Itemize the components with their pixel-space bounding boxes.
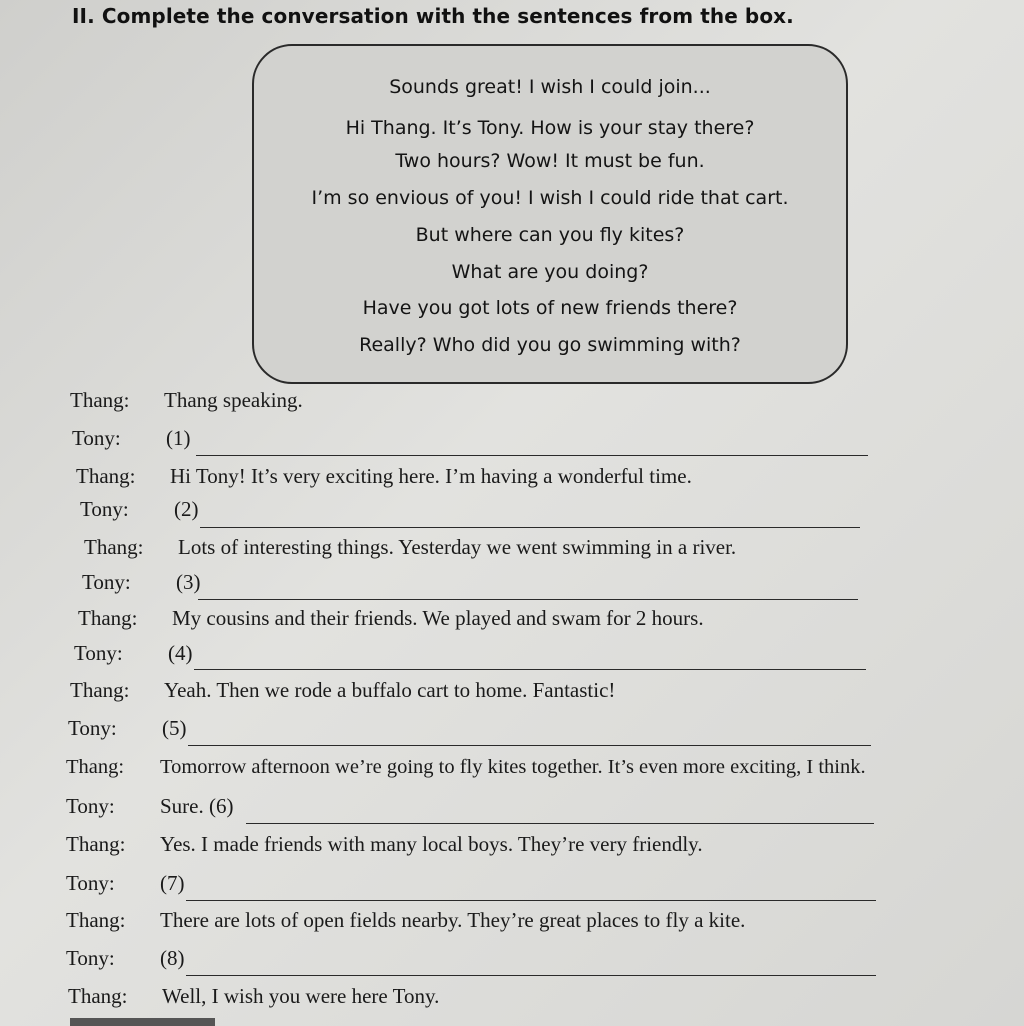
speaker-label: Tony: bbox=[72, 426, 121, 450]
dialogue-line bbox=[66, 794, 233, 819]
speaker-label: Tony: bbox=[80, 497, 129, 521]
speaker-label: Thang: bbox=[66, 908, 126, 932]
answer-blank-8[interactable] bbox=[186, 975, 876, 976]
speaker-label: Thang: bbox=[70, 388, 130, 412]
speaker-label: Tony: bbox=[66, 794, 115, 818]
line-text: Lots of interesting things. Yesterday we went swimming in a river. bbox=[178, 535, 737, 559]
dialogue-line bbox=[70, 388, 303, 413]
dialogue-line bbox=[68, 984, 439, 1009]
line-text: (8) bbox=[160, 946, 185, 970]
line-text: Tomorrow afternoon we’re going to fly kites together. It’s even more exciting, I think. bbox=[160, 756, 866, 778]
speaker-label: Thang: bbox=[78, 606, 138, 630]
line-text: (3) bbox=[176, 570, 201, 594]
exercise-heading: II. Complete the conversation with the sentences from the box. bbox=[72, 4, 794, 28]
line-text: Sure. (6) bbox=[160, 794, 234, 818]
line-text: (2) bbox=[174, 497, 199, 521]
answer-blank-4[interactable] bbox=[194, 669, 866, 670]
dialogue-line bbox=[66, 908, 745, 933]
dialogue-line bbox=[84, 535, 736, 560]
speaker-label: Thang: bbox=[66, 832, 126, 856]
speaker-label: Thang: bbox=[76, 464, 136, 488]
line-text: Hi Tony! It’s very exciting here. I’m having a wonderful time. bbox=[170, 464, 692, 488]
dialogue-line bbox=[66, 832, 703, 857]
box-option: Sounds great! I wish I could join... bbox=[389, 76, 711, 98]
line-text: My cousins and their friends. We played and swam for 2 hours. bbox=[172, 606, 704, 630]
box-option: What are you doing? bbox=[451, 261, 649, 283]
answer-blank-5[interactable] bbox=[188, 745, 871, 746]
speaker-label: Tony: bbox=[82, 570, 131, 594]
dialogue-line bbox=[82, 570, 201, 595]
line-text: (1) bbox=[166, 426, 191, 450]
dialogue-line bbox=[66, 871, 185, 896]
speaker-label: Tony: bbox=[66, 946, 115, 970]
line-text: Yes. I made friends with many local boys. They’re very friendly. bbox=[160, 832, 703, 856]
line-text: (7) bbox=[160, 871, 185, 895]
dialogue-line bbox=[80, 497, 199, 522]
dialogue-line bbox=[76, 464, 692, 489]
speaker-label: Thang: bbox=[68, 984, 128, 1008]
answer-blank-6[interactable] bbox=[246, 823, 874, 824]
speaker-label: Tony: bbox=[66, 871, 115, 895]
box-option: Two hours? Wow! It must be fun. bbox=[395, 150, 705, 172]
speaker-label: Tony: bbox=[68, 716, 117, 740]
line-text: Yeah. Then we rode a buffalo cart to home. Fantastic! bbox=[164, 678, 616, 702]
answer-blank-2[interactable] bbox=[200, 527, 860, 528]
box-option: Really? Who did you go swimming with? bbox=[359, 334, 741, 356]
line-text: (5) bbox=[162, 716, 187, 740]
line-text: Thang speaking. bbox=[164, 388, 303, 412]
box-option: Have you got lots of new friends there? bbox=[362, 297, 738, 319]
line-text: Well, I wish you were here Tony. bbox=[162, 984, 440, 1008]
dialogue-line bbox=[68, 716, 187, 741]
line-text: (4) bbox=[168, 641, 193, 665]
box-option: Hi Thang. It’s Tony. How is your stay there? bbox=[345, 117, 755, 139]
speaker-label: Tony: bbox=[74, 641, 123, 665]
box-option: I’m so envious of you! I wish I could ride that cart. bbox=[311, 187, 789, 209]
dialogue-line bbox=[66, 756, 866, 779]
speaker-label: Thang: bbox=[84, 535, 144, 559]
dialogue-line bbox=[78, 606, 704, 631]
box-option: But where can you fly kites? bbox=[415, 224, 685, 246]
answer-blank-7[interactable] bbox=[186, 900, 876, 901]
speaker-label: Thang: bbox=[66, 756, 125, 778]
sentence-box bbox=[252, 44, 848, 384]
dialogue-line bbox=[66, 946, 185, 971]
dialogue-line bbox=[72, 426, 191, 451]
line-text: There are lots of open fields nearby. They’re great places to fly a kite. bbox=[160, 908, 746, 932]
dialogue-line bbox=[74, 641, 193, 666]
page-edge-mark bbox=[70, 1018, 215, 1026]
dialogue-line bbox=[70, 678, 615, 703]
speaker-label: Thang: bbox=[70, 678, 130, 702]
answer-blank-1[interactable] bbox=[196, 455, 868, 456]
answer-blank-3[interactable] bbox=[198, 599, 858, 600]
